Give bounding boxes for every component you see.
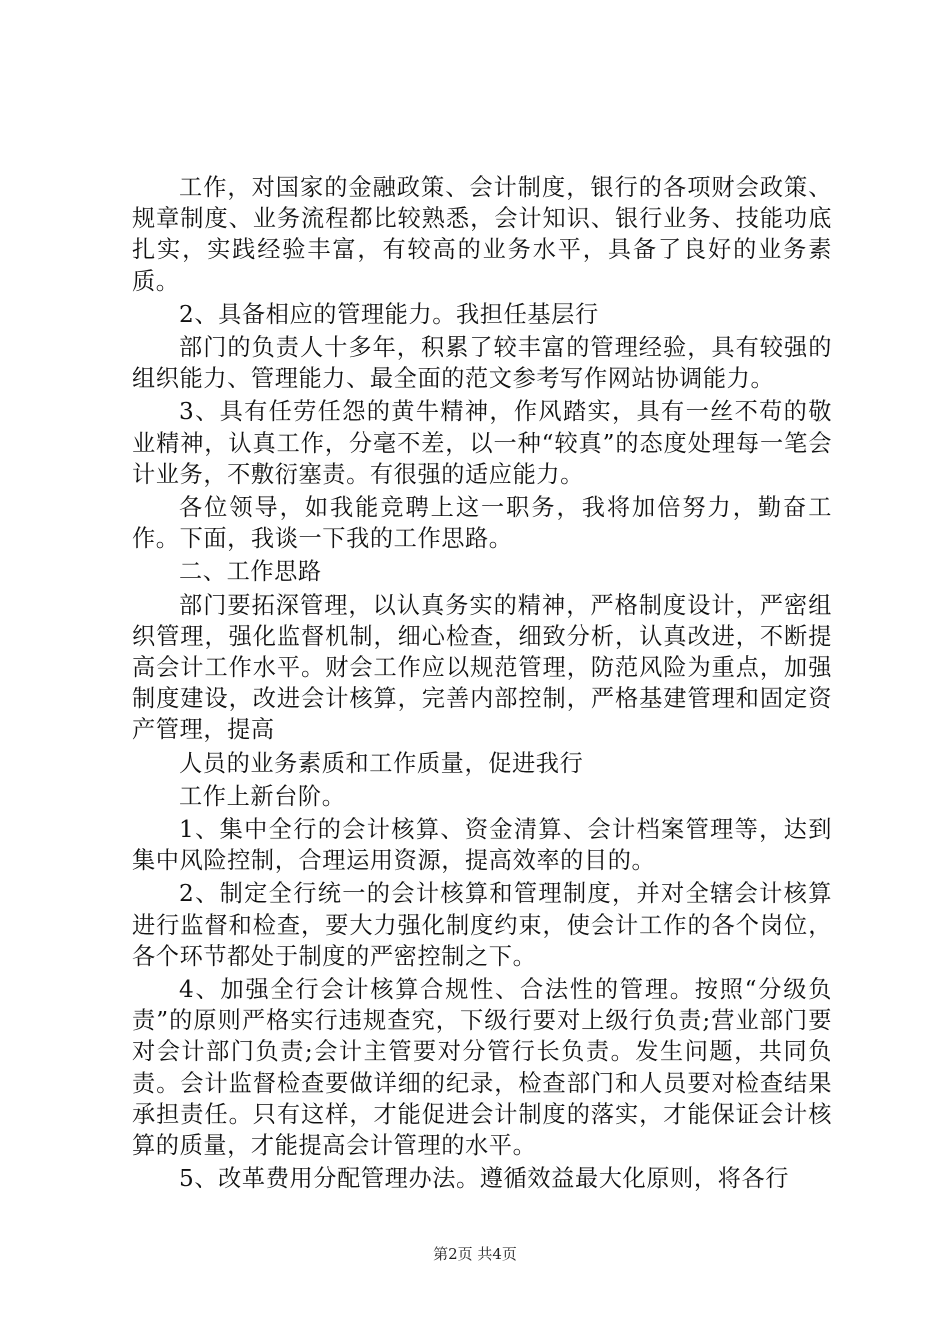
paragraph-5: 各位领导，如我能竞聘上这一职务，我将加倍努力，勤奋工作。下面，我谈一下我的工作思路。 <box>132 494 832 553</box>
paragraph-2: 2、具备相应的管理能力。我担任基层行 <box>179 300 599 328</box>
paragraph-4: 3、具有任劳任怨的黄牛精神，作风踏实，具有一丝不苟的敬业精神，认真工作，分毫不差，以一种“较真”的态度处理每一笔会计业务，不敷衍塞责。有很强的适应能力。 <box>132 398 832 488</box>
paragraph-12: 4、加强全行会计核算合规性、合法性的管理。按照“分级负责”的原则严格实行违规查究，下级行要对上级行负责;营业部门要对会计部门负责;会计主管要对分管行长负责。发生问题，共同负责。会计监督检查要做详细的纪录，检查部门和人员要对检查结果承担责任。只有这样，才能促进会计制度的落实，才能保证会计核算的质量，才能提高会计管理的水平。 <box>132 976 832 1160</box>
paragraph-7: 部门要拓深管理，以认真务实的精神，严格制度设计，严密组织管理，强化监督机制，细心检查，细致分析，认真改进，不断提高会计工作水平。财会工作应以规范管理，防范风险为重点，加强制度建设，改进会计核算，完善内部控制，严格基建管理和固定资产管理，提高 <box>132 591 832 744</box>
section-heading: 二、工作思路 <box>179 558 322 586</box>
paragraph-9: 工作上新台阶。 <box>179 782 346 810</box>
paragraph-10: 1、集中全行的会计核算、资金清算、会计档案管理等，达到集中风险控制，合理运用资源，提高效率的目的。 <box>132 816 832 875</box>
paragraph-13: 5、改革费用分配管理办法。遵循效益最大化原则，将各行 <box>179 1165 790 1193</box>
document-body <box>132 172 832 1197</box>
paragraph-3: 部门的负责人十多年，积累了较丰富的管理经验，具有较强的组织能力、管理能力、最全面的范文参考写作网站协调能力。 <box>132 334 832 393</box>
paragraph-11: 2、制定全行统一的会计核算和管理制度，并对全辖会计核算进行监督和检查，要大力强化制度约束，使会计工作的各个岗位，各个环节都处于制度的严密控制之下。 <box>132 880 832 970</box>
page-number-footer: 第2页 共4页 <box>433 1245 517 1263</box>
paragraph-1: 工作，对国家的金融政策、会计制度，银行的各项财会政策、规章制度、业务流程都比较熟悉，会计知识、银行业务、技能功底扎实，实践经验丰富，有较高的业务水平，具备了良好的业务素质。 <box>132 174 832 295</box>
paragraph-8: 人员的业务素质和工作质量，促进我行 <box>179 749 584 777</box>
